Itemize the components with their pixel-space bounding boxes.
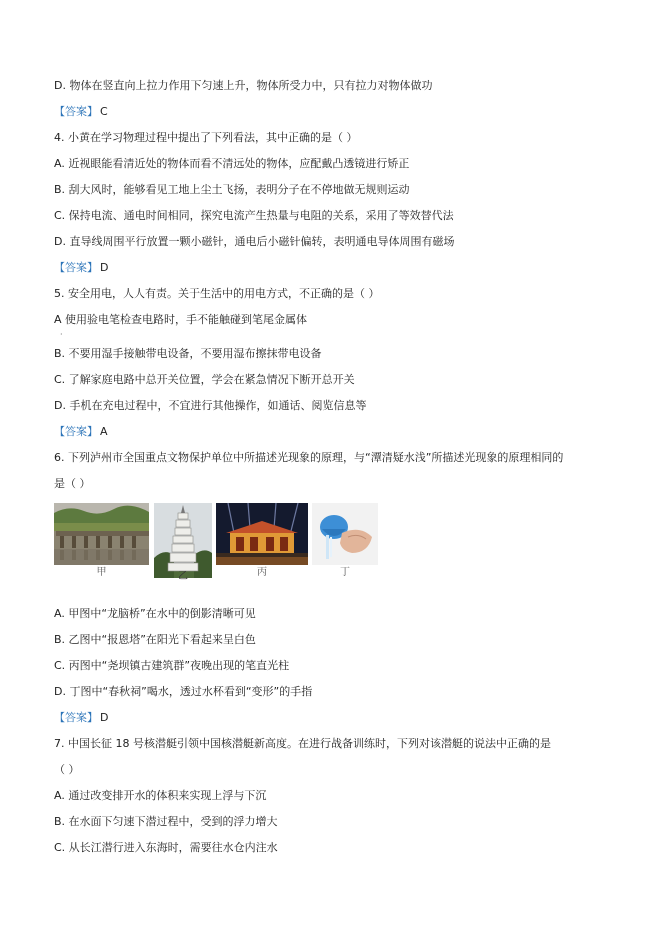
figure-row [54,503,384,582]
answer-label: 【答案】 [54,261,98,274]
q3-option-d: D. 物体在竖直向上拉力作用下匀速上升，物体所受力中，只有拉力对物体做功 [54,79,433,92]
figure-caption: 乙 [178,571,188,582]
answer-value: D [100,711,109,724]
question-6-cont: 是（ ） [54,477,91,490]
figure-caption: 甲 [96,567,107,578]
question-4: 4. 小黄在学习物理过程中提出了下列看法，其中正确的是（ ） [54,131,358,144]
q5-option-c: C. 了解家庭电路中总开关位置，学会在紧急情况下断开总开关 [54,373,355,386]
figure-caption: 丁 [340,567,350,578]
answer-q6 [54,711,108,725]
q6-option-a: A. 甲图中“龙脑桥”在水中的倒影清晰可见 [54,607,256,620]
figure-jia [54,503,149,578]
question-7: 7. 中国长征 18 号核潜艇引领中国核潜艇新高度。在进行战备训练时，下列对该潜艇的说法中正确的是 [54,737,551,750]
figure-ding [312,503,378,578]
answer-value: A [100,425,108,438]
stray-mark: · [60,330,63,339]
night-building-photo [216,503,308,565]
q4-option-a: A. 近视眼能看清近处的物体而看不清远处的物体，应配戴凸透镜进行矫正 [54,157,410,170]
q7-option-c: C. 从长江潜行进入东海时，需要往水仓内注水 [54,841,278,854]
q4-option-d: D. 直导线周围平行放置一颗小磁针，通电后小磁针偏转，表明通电导体周围有磁场 [54,235,455,248]
answer-label: 【答案】 [54,425,98,438]
answer-q3 [54,105,108,119]
figure-caption: 丙 [257,567,267,578]
q7-option-a: A. 通过改变排开水的体积来实现上浮与下沉 [54,789,267,802]
q6-option-b: B. 乙图中“报恩塔”在阳光下看起来呈白色 [54,633,256,646]
q4-option-c: C. 保持电流、通电时间相同，探究电流产生热量与电阻的关系，采用了等效替代法 [54,209,454,222]
answer-value: C [100,105,108,118]
figure-yi [154,503,212,582]
q7-option-b: B. 在水面下匀速下潜过程中，受到的浮力增大 [54,815,278,828]
answer-value: D [100,261,109,274]
answer-label: 【答案】 [54,711,98,724]
bridge-photo [54,503,149,565]
question-7-cont: （ ） [54,763,80,776]
answer-label: 【答案】 [54,105,98,118]
question-6: 6. 下列泸州市全国重点文物保护单位中所描述光现象的原理，与“潭清疑水浅”所描述光现象的原理相同的 [54,451,564,464]
pagoda-photo [154,503,212,578]
q4-option-b: B. 刮大风时，能够看见工地上尘土飞扬，表明分子在不停地做无规则运动 [54,183,410,196]
q5-option-a: A 使用验电笔检查电路时，手不能触碰到笔尾金属体 [54,313,308,326]
figure-bing [216,503,308,578]
q5-option-b: B. 不要用湿手接触带电设备，不要用湿布擦抹带电设备 [54,347,322,360]
q6-option-d: D. 丁图中“春秋祠”喝水，透过水杯看到“变形”的手指 [54,685,313,698]
answer-q5 [54,425,108,439]
q6-option-c: C. 丙图中“尧坝镇古建筑群”夜晚出现的笔直光柱 [54,659,290,672]
q5-option-d: D. 手机在充电过程中，不宜进行其他操作，如通话、阅览信息等 [54,399,367,412]
question-5: 5. 安全用电，人人有责。关于生活中的用电方式，不正确的是（ ） [54,287,380,300]
water-cup-photo [312,503,378,565]
answer-q4 [54,261,108,275]
